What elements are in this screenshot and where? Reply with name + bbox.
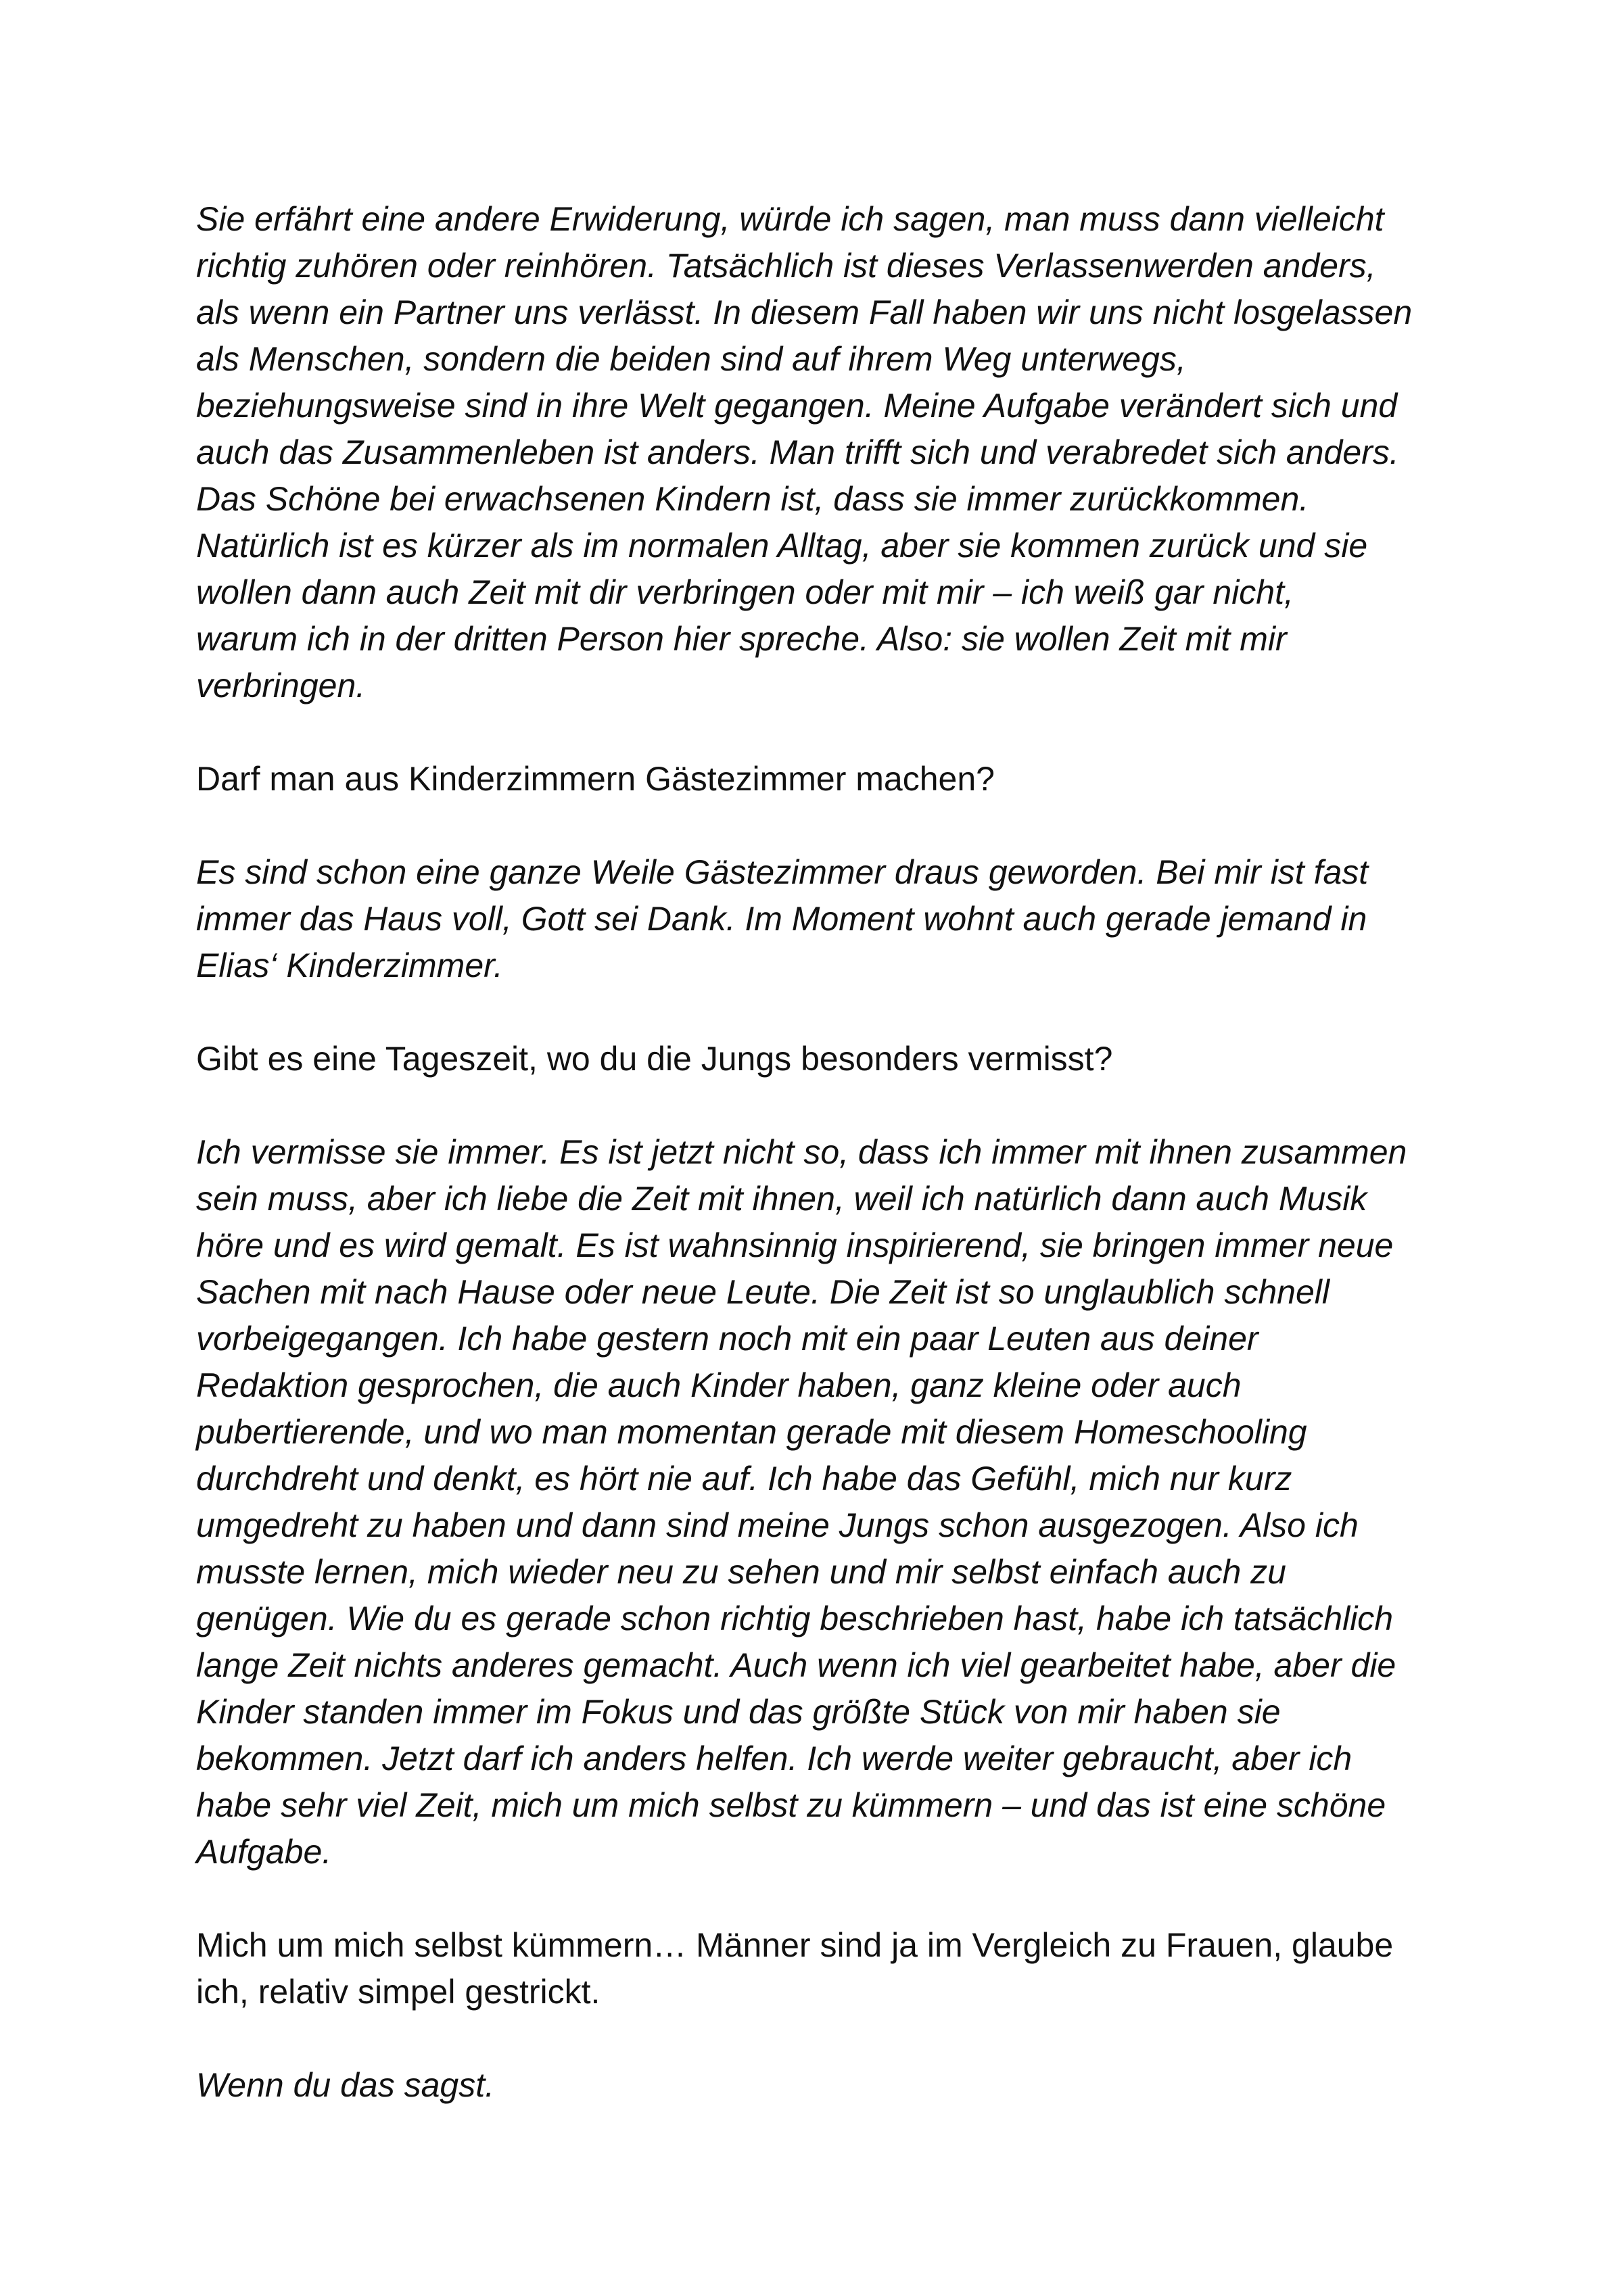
text-line: warum ich in der dritten Person hier spreche. Also: sie wollen Zeit mit mir (196, 620, 1287, 658)
text-line: Gibt es eine Tageszeit, wo du die Jungs besonders vermisst? (196, 1040, 1113, 1078)
question-paragraph (196, 1036, 1454, 1082)
text-line: Ich vermisse sie immer. Es ist jetzt nicht so, dass ich immer mit ihnen zusammen (196, 1133, 1407, 1171)
text-line: Kinder standen immer im Fokus und das größte Stück von mir haben sie (196, 1693, 1281, 1731)
text-line: Redaktion gesprochen, die auch Kinder haben, ganz kleine oder auch (196, 1366, 1242, 1404)
text-line: Das Schöne bei erwachsenen Kindern ist, dass sie immer zurückkommen. (196, 480, 1309, 518)
text-line: sein muss, aber ich liebe die Zeit mit ihnen, weil ich natürlich dann auch Musik (196, 1180, 1367, 1218)
text-line: beziehungsweise sind in ihre Welt gegangen. Meine Aufgabe verändert sich und (196, 387, 1398, 425)
answer-paragraph (196, 2062, 1454, 2109)
text-line: Mich um mich selbst kümmern… Männer sind ja im Vergleich zu Frauen, glaube (196, 1926, 1394, 1964)
text-line: vorbeigegangen. Ich habe gestern noch mit ein paar Leuten aus deiner (196, 1320, 1259, 1358)
text-line: Es sind schon eine ganze Weile Gästezimmer draus geworden. Bei mir ist fast (196, 853, 1369, 891)
answer-paragraph (196, 1129, 1454, 1875)
text-line: lange Zeit nichts anderes gemacht. Auch wenn ich viel gearbeitet habe, aber die (196, 1646, 1396, 1684)
text-line: als Menschen, sondern die beiden sind auf ihrem Weg unterwegs, (196, 340, 1186, 378)
text-line: habe sehr viel Zeit, mich um mich selbst zu kümmern – und das ist eine schöne (196, 1786, 1386, 1824)
question-paragraph (196, 1922, 1454, 2015)
text-line: höre und es wird gemalt. Es ist wahnsinnig inspirierend, sie bringen immer neue (196, 1226, 1394, 1264)
text-line: Natürlich ist es kürzer als im normalen Alltag, aber sie kommen zurück und sie (196, 527, 1368, 565)
text-line: Sie erfährt eine andere Erwiderung, würde ich sagen, man muss dann vielleicht (196, 200, 1384, 238)
text-line: Darf man aus Kinderzimmern Gästezimmer machen? (196, 760, 995, 798)
text-line: ich, relativ simpel gestrickt. (196, 1973, 601, 2011)
text-line: immer das Haus voll, Gott sei Dank. Im Moment wohnt auch gerade jemand in (196, 900, 1367, 938)
text-line: richtig zuhören oder reinhören. Tatsächlich ist dieses Verlassenwerden anders, (196, 247, 1376, 285)
text-line: Elias‘ Kinderzimmer. (196, 947, 503, 984)
answer-paragraph (196, 196, 1454, 709)
document-page (196, 196, 1454, 2155)
text-line: Wenn du das sagst. (196, 2066, 495, 2104)
text-line: durchdreht und denkt, es hört nie auf. Ich habe das Gefühl, mich nur kurz (196, 1460, 1292, 1498)
question-paragraph (196, 756, 1454, 803)
text-line: genügen. Wie du es gerade schon richtig beschrieben hast, habe ich tatsächlich (196, 1600, 1394, 1637)
text-line: als wenn ein Partner uns verlässt. In diesem Fall haben wir uns nicht losgelassen (196, 293, 1413, 331)
text-line: umgedreht zu haben und dann sind meine Jungs schon ausgezogen. Also ich (196, 1506, 1359, 1544)
text-line: Aufgabe. (196, 1833, 332, 1871)
text-line: verbringen. (196, 667, 366, 704)
text-line: auch das Zusammenleben ist anders. Man trifft sich und verabredet sich anders. (196, 433, 1399, 471)
text-line: wollen dann auch Zeit mit dir verbringen oder mit mir – ich weiß gar nicht, (196, 573, 1294, 611)
text-line: Sachen mit nach Hause oder neue Leute. Die Zeit ist so unglaublich schnell (196, 1273, 1330, 1311)
text-line: bekommen. Jetzt darf ich anders helfen. Ich werde weiter gebraucht, aber ich (196, 1740, 1352, 1777)
answer-paragraph (196, 849, 1454, 989)
text-line: musste lernen, mich wieder neu zu sehen und mir selbst einfach auch zu (196, 1553, 1286, 1591)
text-line: pubertierende, und wo man momentan gerade mit diesem Homeschooling (196, 1413, 1307, 1451)
